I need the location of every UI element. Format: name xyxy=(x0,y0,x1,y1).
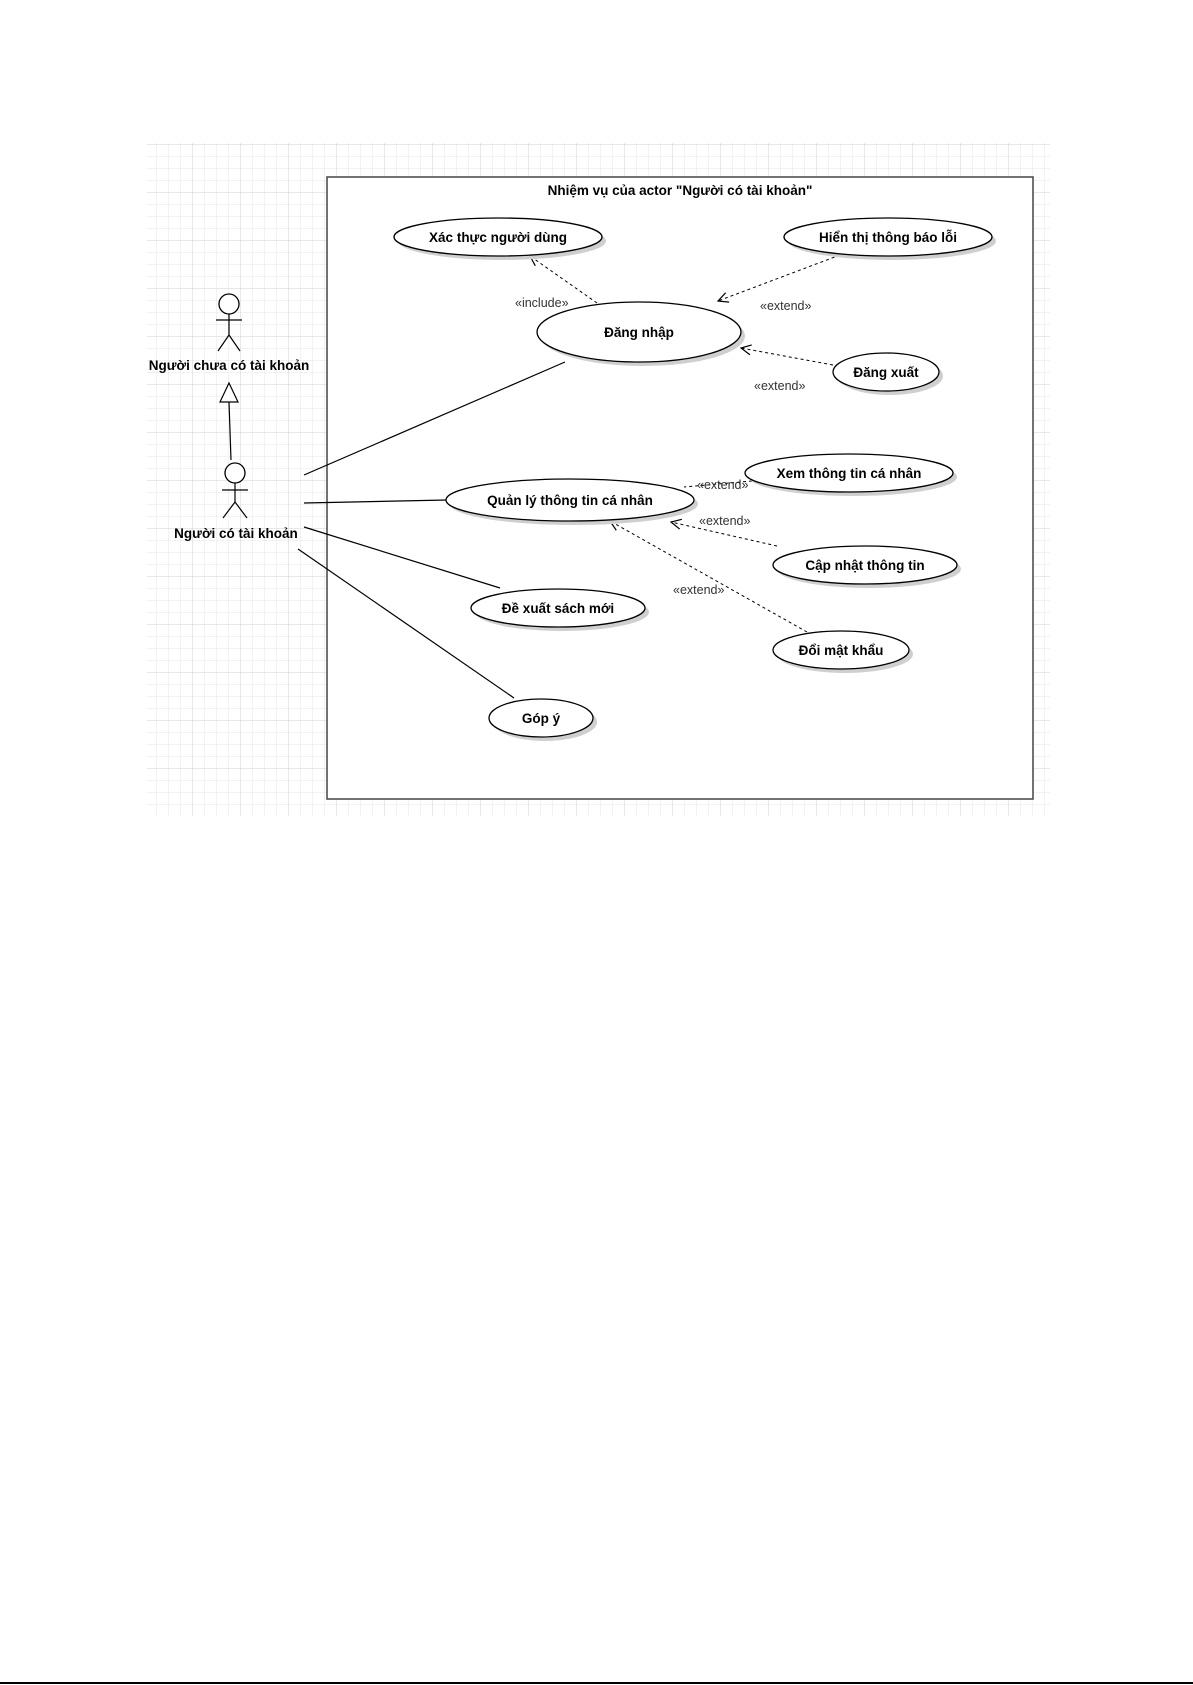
svg-text:Cập nhật thông tin: Cập nhật thông tin xyxy=(805,558,925,573)
svg-text:Xem thông tin cá nhân: Xem thông tin cá nhân xyxy=(776,466,922,481)
diagram-title: Nhiệm vụ của actor "Người có tài khoản" xyxy=(547,183,813,198)
svg-text:Đổi mật khẩu: Đổi mật khẩu xyxy=(798,643,884,658)
svg-text:Hiển thị thông báo lỗi: Hiển thị thông báo lỗi xyxy=(819,230,957,245)
svg-text:Góp ý: Góp ý xyxy=(521,711,561,726)
svg-text:Đăng xuất: Đăng xuất xyxy=(853,365,919,380)
use-case-view-profile[interactable] xyxy=(745,454,957,496)
svg-text:Đăng nhập: Đăng nhập xyxy=(604,325,674,340)
use-case-show-error[interactable] xyxy=(784,218,996,260)
stereotype-extend-password: «extend» xyxy=(673,583,725,597)
use-case-suggest-book[interactable] xyxy=(471,589,649,631)
svg-text:Xác thực người dùng: Xác thực người dùng xyxy=(429,230,567,245)
use-case-manage-profile[interactable] xyxy=(446,479,698,525)
svg-text:Quản lý thông tin cá nhân: Quản lý thông tin cá nhân xyxy=(487,493,653,508)
actor-member-label: Người có tài khoản xyxy=(174,526,298,541)
use-case-update-info[interactable] xyxy=(773,546,961,588)
stereotype-extend-update: «extend» xyxy=(699,514,751,528)
use-case-authenticate[interactable] xyxy=(394,218,606,260)
stereotype-extend-view: «extend» xyxy=(697,478,749,492)
actor-guest-label: Người chưa có tài khoản xyxy=(148,358,310,373)
stereotype-extend-error: «extend» xyxy=(760,299,812,313)
svg-text:Đề xuất sách mới: Đề xuất sách mới xyxy=(501,601,615,616)
stereotype-include: «include» xyxy=(515,296,569,310)
stereotype-extend-logout: «extend» xyxy=(754,379,806,393)
